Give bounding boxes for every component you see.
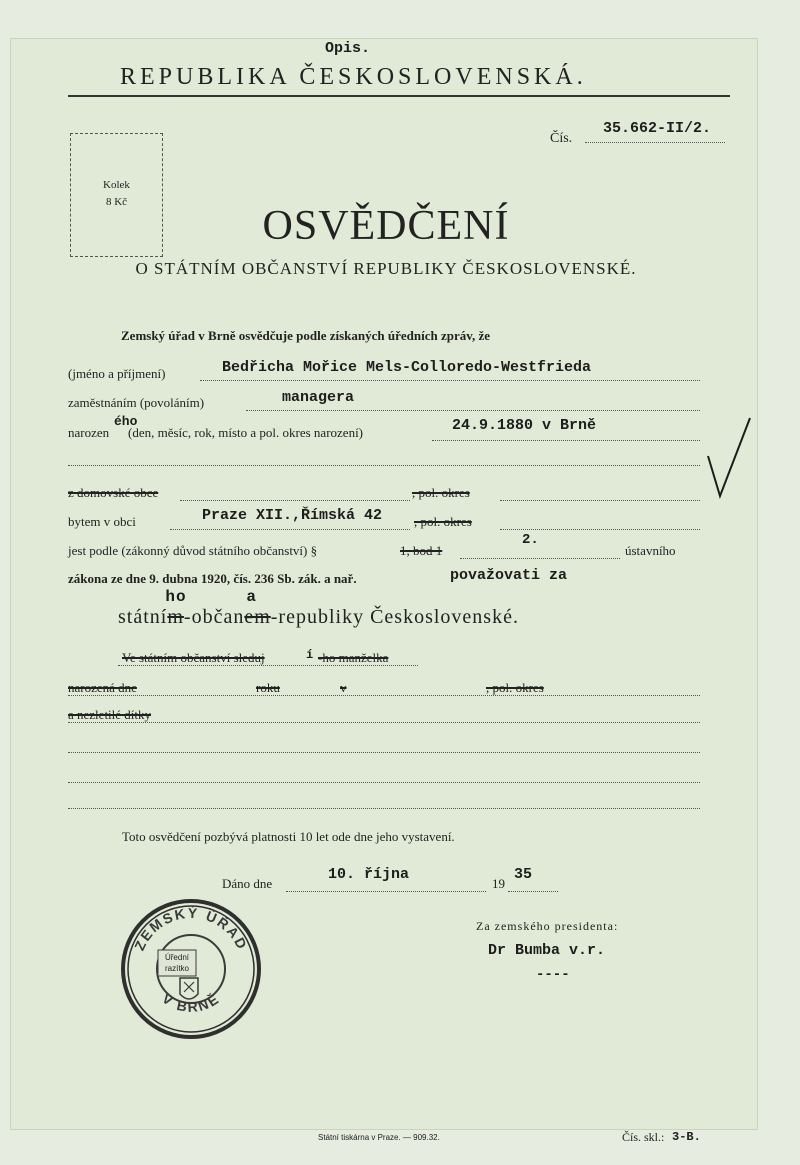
year-prefix: 19	[492, 876, 505, 891]
citizen-part-b: -občan	[183, 606, 245, 628]
name-value: Bedřicha Mořice Mels-Colloredo-Westfrieda	[222, 359, 592, 376]
spouse-over: í	[306, 648, 314, 662]
name-dotline	[200, 380, 700, 381]
residence-label: bytem v obci	[68, 514, 136, 529]
citizen-mark-1	[165, 588, 187, 629]
spouse-tail: -ho manželka	[318, 650, 389, 665]
copy-label: Opis.	[325, 40, 371, 57]
residence-district-dotline	[500, 529, 700, 530]
profession-label: zaměstnáním (povoláním)	[68, 395, 205, 410]
minors-text: a nezletilé dítky	[68, 707, 152, 722]
citizen-part-c: -republiky Československé.	[270, 606, 519, 628]
citizen-struck-1: m	[167, 606, 184, 628]
year-value: 35	[514, 866, 533, 883]
signature: Dr Bumba v.r.	[488, 942, 606, 959]
citizen-mark-2	[244, 588, 271, 629]
stamp-box-line1: Kolek	[103, 179, 130, 191]
catalog-label: Čís. skl.:	[622, 1130, 665, 1144]
validity-text: Toto osvědčení pozbývá platnosti 10 let ode dne jeho vystavení.	[122, 829, 455, 844]
citizen-over-2: a	[246, 588, 257, 606]
name-label: (jméno a příjmení)	[68, 366, 166, 381]
profession-value: managera	[282, 389, 355, 406]
citizen-line	[118, 588, 519, 629]
spouse-line: Ve státním občanství sleduj	[122, 650, 265, 665]
spouse-district: , pol. okres	[486, 680, 544, 695]
domicile-label: z domovské obce	[68, 485, 159, 500]
born-value: 24.9.1880 v Brně	[452, 417, 597, 434]
residence-value: Praze XII.,Římská 42	[202, 507, 383, 524]
intro-text: Zemský úřad v Brně osvědčuje podle získaných úředních zpráv, že	[121, 328, 491, 343]
spouse-place: v	[340, 680, 347, 695]
born-dotline	[432, 440, 700, 441]
year-dotline	[508, 891, 558, 892]
born-label-b: (den, měsíc, rok, místo a pol. okres narození)	[128, 425, 364, 440]
for-president: Za zemského presidenta:	[476, 919, 619, 933]
blank-dotline-2	[68, 782, 700, 783]
printer-note: Státní tiskárna v Praze. — 909.32.	[318, 1133, 440, 1142]
legal-suffix: ústavního	[625, 543, 676, 558]
legal-value: 2.	[522, 532, 539, 548]
official-seal-icon	[118, 896, 264, 1042]
blank-dotline-3	[68, 808, 700, 809]
law-text: zákona ze dne 9. dubna 1920, čís. 236 Sb. zák. a nař.	[68, 571, 357, 586]
born-overwrite: ého	[114, 414, 138, 429]
number-dotline	[585, 142, 725, 143]
citizen-struck-2: em	[244, 606, 271, 628]
domicile-district: , pol. okres	[412, 485, 470, 500]
dated-value: 10. října	[328, 866, 410, 883]
header-rule	[68, 95, 730, 97]
republic-heading: REPUBLIKA ČESKOSLOVENSKÁ.	[120, 64, 587, 90]
legal-dotline	[460, 558, 620, 559]
certificate-title: OSVĚDČENÍ	[262, 203, 510, 249]
seal-center-line2: razítko	[164, 964, 190, 973]
number-prefix: Čís.	[550, 131, 573, 146]
seal-top-text: ZEMSKÝ ÚŘAD	[131, 904, 251, 953]
citizen-part-a: státní	[118, 606, 168, 628]
seal-center-line1: Úřední	[164, 953, 190, 962]
legal-label: jest podle (zákonný důvod státního občanství) §	[68, 543, 318, 558]
spouse-born-dotline	[68, 695, 700, 696]
svg-text:ZEMSKÝ ÚŘAD	[131, 904, 251, 953]
stamp-box-line2: 8 Kč	[105, 196, 128, 208]
check-mark-icon	[704, 414, 754, 499]
spouse-year: roku	[256, 680, 280, 695]
born-label-a: narozen	[68, 425, 110, 440]
dated-label: Dáno dne	[222, 876, 273, 891]
minors-dotline	[68, 722, 700, 723]
svg-text:V BRNĚ	[159, 989, 222, 1015]
born-continuation-dotline	[68, 465, 700, 466]
seal-bottom-text: V BRNĚ	[159, 990, 223, 1016]
certificate-subtitle: O STÁTNÍM OBČANSTVÍ REPUBLIKY ČESKOSLOVENSKÉ.	[135, 259, 637, 278]
residence-district: , pol. okres	[414, 514, 472, 529]
dated-dotline	[286, 891, 486, 892]
domicile-dotline	[180, 500, 410, 501]
legal-struck: 1, bod 1	[400, 543, 443, 558]
catalog-value: 3-B.	[672, 1130, 701, 1144]
signature-line: ----	[536, 967, 570, 983]
blank-dotline-1	[68, 752, 700, 753]
law-value: považovati za	[450, 567, 568, 584]
domicile-district-dotline	[500, 500, 700, 501]
spouse-born: narozená dne	[68, 680, 137, 695]
document-number: 35.662-II/2.	[603, 120, 712, 137]
profession-dotline	[246, 410, 700, 411]
residence-dotline	[170, 529, 410, 530]
citizen-over-1: ho	[165, 588, 187, 606]
